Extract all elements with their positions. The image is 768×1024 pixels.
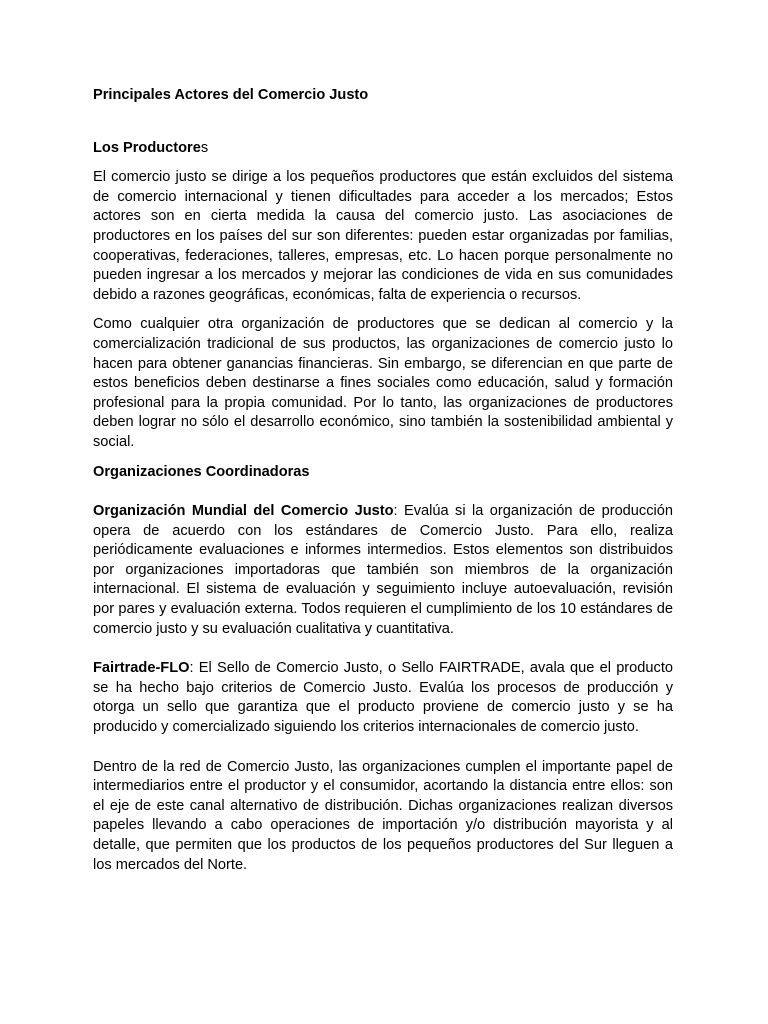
text-flo: : El Sello de Comercio Justo, o Sello FAIRTRADE, avala que el producto se ha hecho bajo criterios de Comercio Justo. Evalúa los procesos de producción y otorga un sello que garantiza que el producto proviene de comercio justo y se ha producido y comercializado siguiendo los criterios internacionales de comercio justo.: [93, 660, 673, 736]
term-wfto: Organización Mundial del Comercio Justo: [93, 503, 394, 520]
paragraph-wfto: [93, 502, 673, 639]
document-page: [93, 86, 673, 875]
section-heading-productores-bold: Los Productore: [93, 139, 201, 156]
section-heading-productores-tail: s: [200, 139, 209, 156]
paragraph-productores-1: El comercio justo se dirige a los pequeños productores que están excluidos del sistema de comercio internacional y tienen dificultades para acceder a los mercados; Estos actores son en cierta medida la causa del comercio justo. Las asociaciones de productores en los países del sur son diferentes: pueden estar organizadas por familias, cooperativas, federaciones, talleres, empresas, etc. Lo hacen porque personalmente no pueden ingresar a los mercados y mejorar las condiciones de vida en sus comunidades debido a razones geográficas, económicas, falta de experiencia o recursos.: [93, 169, 673, 303]
paragraph-closing: Dentro de la red de Comercio Justo, las organizaciones cumplen el importante papel de intermediarios entre el productor y el consumidor, acortando la distancia entre ellos: son el eje de este canal alternativo de distribución. Dichas organizaciones realizan diversos papeles llevando a cabo operaciones de importación y/o distribución mayorista y al detalle, que permiten que los productos de los pequeños productores del Sur lleguen a los mercados del Norte.: [93, 758, 673, 873]
paragraph-flo: [93, 659, 673, 737]
section-heading-coordinadoras: Organizaciones Coordinadoras: [93, 463, 310, 480]
text-wfto: : Evalúa si la organización de producción opera de acuerdo con los estándares de Comercio Justo. Para ello, realiza periódicamente evaluaciones e informes intermedios. Estos elementos son distribuidos por organizaciones importadoras que también son miembros de la organización internacional. El sistema de evaluación y seguimiento incluye autoevaluación, revisión por pares y evaluación externa. Todos requieren el cumplimiento de los 10 estándares de comercio justo y su evaluación cualitativa y cuantitativa.: [93, 503, 673, 637]
section-heading-productores: [93, 139, 673, 159]
term-flo: Fairtrade-FLO: [93, 660, 190, 677]
paragraph-productores-2: Como cualquier otra organización de productores que se dedican al comercio y la comercialización tradicional de sus productos, las organizaciones de comercio justo lo hacen para obtener ganancias financieras. Sin embargo, se diferencian en que parte de estos beneficios deben destinarse a fines sociales como educación, salud y formación profesional para la propia comunidad. Por lo tanto, las organizaciones de productores deben lograr no sólo el desarrollo económico, sino también la sostenibilidad ambiental y social.: [93, 316, 673, 450]
page-title: Principales Actores del Comercio Justo: [93, 87, 369, 103]
